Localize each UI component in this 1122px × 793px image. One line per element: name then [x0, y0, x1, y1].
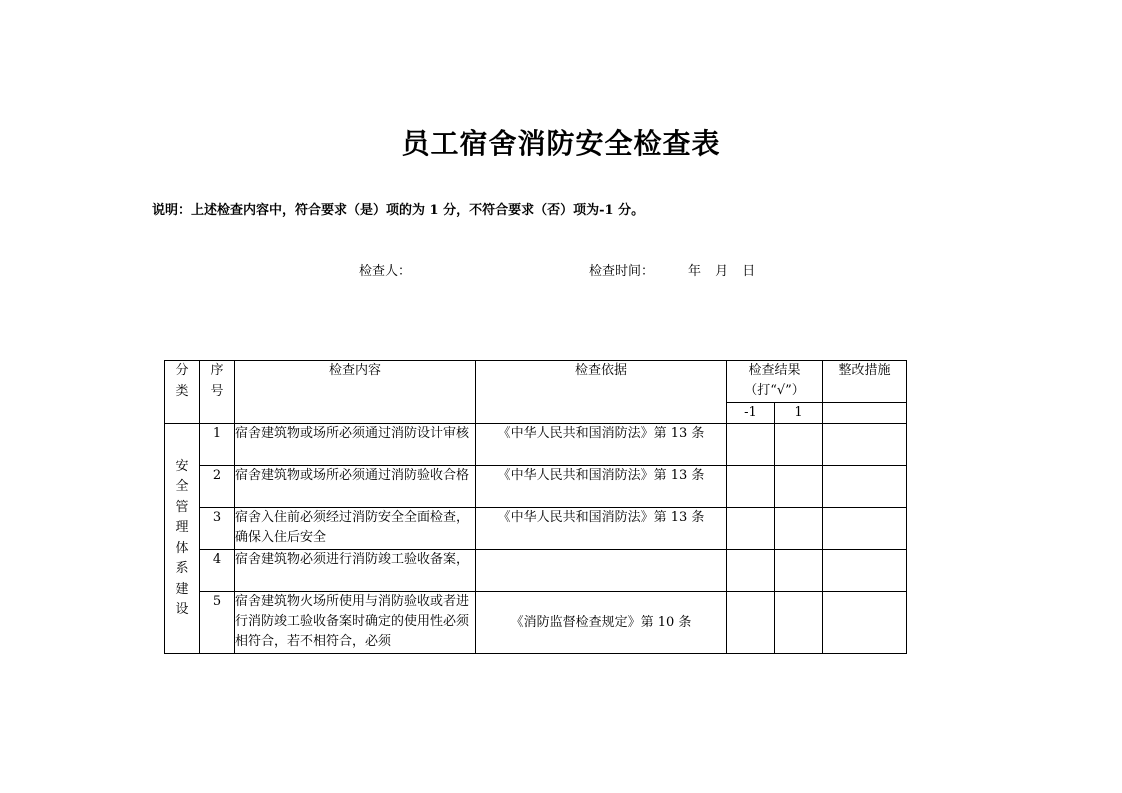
header-row: [165, 361, 907, 403]
row-number: 2: [200, 466, 235, 508]
table-row: [165, 424, 907, 466]
row-number: 1: [200, 424, 235, 466]
row-basis: [476, 550, 727, 592]
group-category-cell: [165, 424, 200, 654]
inspector-label: 检查人：: [359, 264, 412, 279]
header-basis: 检查依据: [476, 361, 727, 424]
page-title: 员工宿舍消防安全检查表: [401, 127, 721, 160]
row-content: 宿舍建筑物或场所必须通过消防设计审核: [235, 424, 476, 466]
row-basis: 《中华人民共和国消防法》第 13 条: [476, 466, 727, 508]
header-result: 检查结果（打“√”）: [727, 361, 823, 403]
result-neg-cell[interactable]: [727, 466, 775, 508]
header-seq: [200, 361, 235, 424]
header-measures-blank: [823, 403, 907, 424]
row-number: 5: [200, 592, 235, 654]
row-number: 3: [200, 508, 235, 550]
row-content: 宿舍入住前必须经过消防安全全面检查，确保入住后安全: [235, 508, 476, 550]
header-measures: 整改措施: [823, 361, 907, 403]
inspection-table: [164, 360, 907, 654]
measures-cell[interactable]: [823, 508, 907, 550]
measures-cell[interactable]: [823, 550, 907, 592]
row-content: 宿舍建筑物或场所必须通过消防验收合格: [235, 466, 476, 508]
result-pos-cell[interactable]: [775, 550, 823, 592]
table-row: [165, 508, 907, 550]
result-neg-cell[interactable]: [727, 508, 775, 550]
header-result-neg: -1: [727, 403, 775, 424]
row-basis: 《中华人民共和国消防法》第 13 条: [476, 424, 727, 466]
measures-cell[interactable]: [823, 424, 907, 466]
result-pos-cell[interactable]: [775, 424, 823, 466]
header-seq-label: 序号: [210, 363, 224, 399]
result-neg-cell[interactable]: [727, 592, 775, 654]
result-pos-cell[interactable]: [775, 592, 823, 654]
table-row: [165, 550, 907, 592]
inspection-time-label: 检查时间：: [589, 264, 655, 279]
row-content: 宿舍建筑物火场所使用与消防验收或者进行消防竣工验收备案时确定的使用性必须相符合，若不相符合，必须: [235, 592, 476, 654]
date-placeholder: 年 月 日: [688, 264, 756, 279]
result-neg-cell[interactable]: [727, 424, 775, 466]
row-basis: 《消防监督检查规定》第 10 条: [476, 592, 727, 654]
header-result-pos: 1: [775, 403, 823, 424]
row-number: 4: [200, 550, 235, 592]
measures-cell[interactable]: [823, 466, 907, 508]
row-content: 宿舍建筑物必须进行消防竣工验收备案，: [235, 550, 476, 592]
result-pos-cell[interactable]: [775, 466, 823, 508]
table-row: [165, 592, 907, 654]
header-category-label: 分类: [175, 363, 189, 399]
row-basis: 《中华人民共和国消防法》第 13 条: [476, 508, 727, 550]
result-neg-cell[interactable]: [727, 550, 775, 592]
group-category-label: 安全管理体系建设: [175, 458, 189, 617]
result-pos-cell[interactable]: [775, 508, 823, 550]
header-category: [165, 361, 200, 424]
table-row: [165, 466, 907, 508]
measures-cell[interactable]: [823, 592, 907, 654]
header-content: 检查内容: [235, 361, 476, 424]
scoring-note: 说明：上述检查内容中，符合要求（是）项的为 1 分，不符合要求（否）项为-1 分。: [152, 203, 645, 218]
